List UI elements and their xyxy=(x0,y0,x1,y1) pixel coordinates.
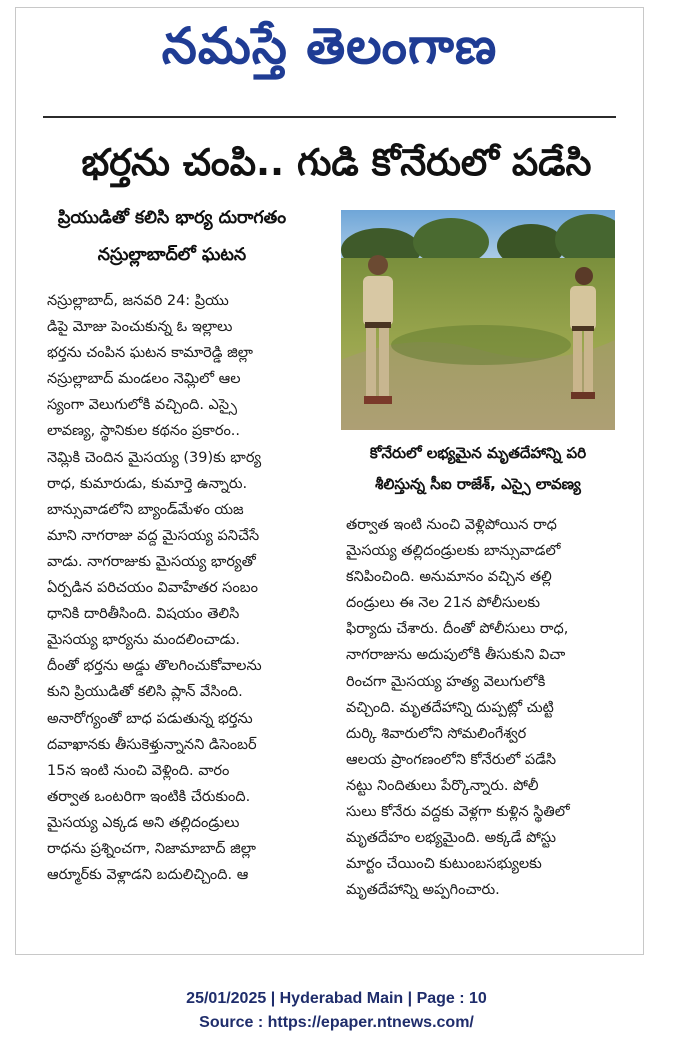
body-line: డిపై మోజు పెంచుకున్న ఓ ఇల్లాలు xyxy=(47,319,233,336)
article-headline: భర్తను చంపి.. గుడి కోనేరులో పడేసి xyxy=(81,141,592,184)
footer-source-link[interactable]: Source : https://epaper.ntnews.com/ xyxy=(199,1014,474,1031)
body-line: నట్టు నిందితులు పేర్కొన్నారు. పోలీ xyxy=(346,777,539,794)
body-line: నాగరాజును అదుపులోకి తీసుకుని విచా xyxy=(346,647,566,664)
article-photo-image xyxy=(341,210,615,430)
body-line: అనారోగ్యంతో బాధ పడుతున్న భర్తను xyxy=(47,710,253,727)
body-line: మైసయ్య భార్యను మందలించాడు. xyxy=(47,632,240,649)
body-line: దీంతో భర్తను అడ్డు తొలగించుకోవాలను xyxy=(47,658,262,675)
body-line: దవాఖానకు తీసుకెళ్తున్నానని డిసెంబర్‌ xyxy=(47,736,257,753)
photo-caption-line-1: కోనేరులో లభ్యమైన మృతదేహాన్ని పరి xyxy=(369,444,587,462)
body-line: ఆలయ ప్రాంగణంలోని కోనేరులో పడేసి xyxy=(346,751,557,768)
body-line: నస్రుల్లాబాద్‌ మండలం నెమ్లిలో ఆల xyxy=(47,371,241,388)
masthead-title: నమస్తే తెలంగాణ xyxy=(161,17,498,75)
body-line: ధానికి దారితీసింది. విషయం తెలిసి xyxy=(47,606,240,623)
headline-rule xyxy=(43,116,616,118)
footer-date-edition-page: 25/01/2025 | Hyderabad Main | Page : 10 xyxy=(186,990,487,1007)
body-line: దుర్కి శివారులోని సోమలింగేశ్వర xyxy=(346,725,527,742)
article-subhead-1: ప్రియుడితో కలిసి భార్య దురాగతం xyxy=(57,208,287,228)
body-line: ఫిర్యాదు చేశారు. దీంతో పోలీసులు రాధ, xyxy=(346,621,569,638)
body-line: ఏర్పడిన పరిచయం వివాహేతర సంబం xyxy=(47,580,258,597)
body-line: రాధను ప్రశ్నించగా, నిజామాబాద్‌ జిల్లా xyxy=(47,840,256,857)
body-line: దండ్రులు ఈ నెల 21న పోలీసులకు xyxy=(346,595,541,612)
body-line: మార్టం చేయించి కుటుంబసభ్యులకు xyxy=(346,856,542,873)
body-line: నెమ్లికి చెందిన మైసయ్య (39)కు భార్య xyxy=(47,449,262,466)
body-line: ఆర్మూర్‌కు వెళ్లాడని బదులిచ్చింది. ఆ xyxy=(47,867,249,884)
body-line: భర్తను చంపిన ఘటన కామారెడ్డి జిల్లా xyxy=(47,345,253,362)
article-subhead-2: నస్రుల్లాబాద్‌లో ఘటన xyxy=(97,245,247,265)
body-line: తర్వాత ఇంటి నుంచి వెళ్లిపోయిన రాధ xyxy=(346,517,557,533)
body-line: మృతదేహాన్ని అప్పగించారు. xyxy=(346,882,500,899)
article-body-left-column xyxy=(47,288,327,888)
body-line: వాడు. నాగరాజుకు మైసయ్య భార్యతో xyxy=(47,553,256,570)
body-line: రించగా మైసయ్య హత్య వెలుగులోకి xyxy=(346,673,546,690)
body-line: నస్రుల్లాబాద్‌, జనవరి 24: ప్రియు xyxy=(47,293,229,309)
body-line: బాన్సువాడలోని బ్యాండ్‌మేళం యజ xyxy=(47,501,244,518)
body-line: రాధ, కుమారుడు, కుమార్తె ఉన్నారు. xyxy=(47,475,248,492)
body-line: వచ్చింది. మృతదేహాన్ని దుప్పట్లో చుట్టి xyxy=(346,699,554,716)
body-line: మాని నాగరాజు వద్ద మైసయ్య పనిచేసే xyxy=(47,527,260,544)
body-line: స్యంగా వెలుగులోకి వచ్చింది. ఎస్సై xyxy=(47,397,237,414)
article-photo xyxy=(341,210,615,430)
body-line: 15న ఇంటి నుంచి వెళ్లింది. వారం xyxy=(47,762,230,779)
masthead xyxy=(16,12,643,80)
article-body-right-column xyxy=(346,512,622,903)
body-line: మైసయ్య ఎక్కడ అని తల్లిదండ్రులు xyxy=(47,814,240,831)
body-line: లావణ్య, స్థానికుల కథనం ప్రకారం.. xyxy=(47,423,241,440)
body-line: కుని ప్రియుడితో కలిసి ప్లాన్‌ వేసింది. xyxy=(47,684,243,701)
body-line: తర్వాత ఒంటరిగా ఇంటికి చేరుకుంది. xyxy=(47,788,251,805)
body-line: మైసయ్య తల్లిదండ్రులకు బాన్సువాడలో xyxy=(346,543,561,560)
body-line: కనిపించింది. అనుమానం వచ్చిన తల్లి xyxy=(346,569,552,586)
photo-caption-line-2: శీలిస్తున్న సీఐ రాజేశ్‌, ఎస్సై లావణ్య xyxy=(375,475,581,493)
body-line: సులు కోనేరు వద్దకు వెళ్లగా కుళ్లిన స్థితిలో xyxy=(346,804,570,821)
body-line: మృతదేహం లభ్యమైంది. అక్కడే పోస్టు xyxy=(346,830,556,847)
